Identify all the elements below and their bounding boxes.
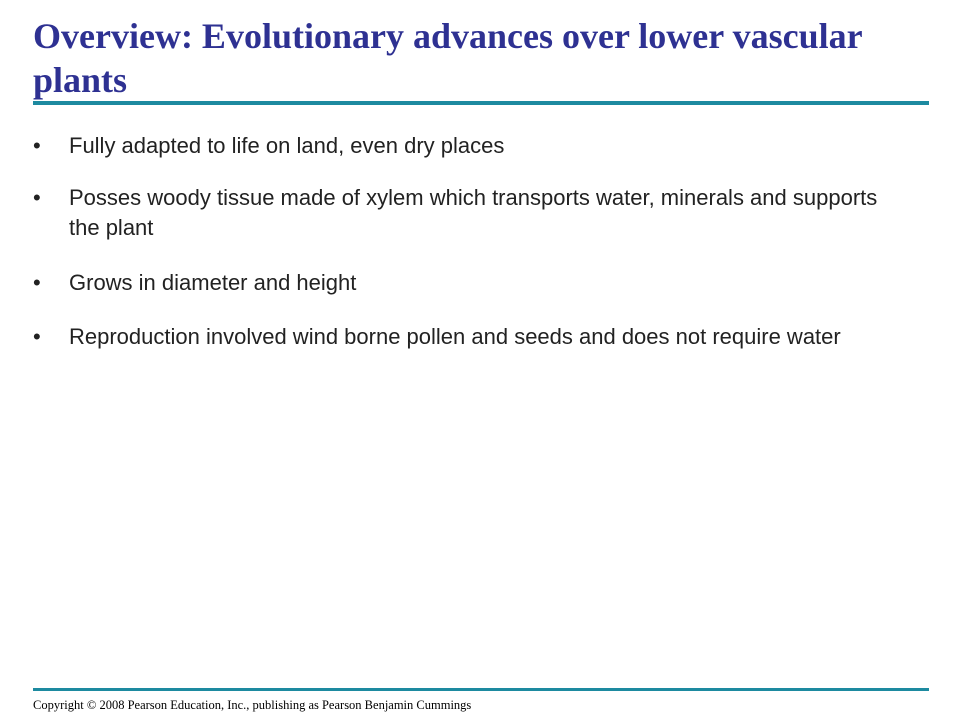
slide-title: Overview: Evolutionary advances over lower vascular plants (33, 16, 862, 100)
bullet-marker: • (33, 185, 41, 210)
bullet-marker: • (33, 133, 41, 158)
bullet-text: Grows in diameter and height (69, 270, 357, 295)
bullet-marker: • (33, 270, 41, 295)
copyright-footer: Copyright © 2008 Pearson Education, Inc., publishing as Pearson Benjamin Cummings (33, 698, 472, 712)
bullet-marker: • (33, 324, 41, 349)
bullet-text: Fully adapted to life on land, even dry places (69, 133, 505, 158)
footer-divider (33, 688, 929, 691)
bullet-text: Reproduction involved wind borne pollen and seeds and does not require water (69, 324, 841, 349)
bullet-text: Posses woody tissue made of xylem which transports water, minerals and supports the plant (69, 185, 878, 240)
title-divider (33, 101, 929, 105)
